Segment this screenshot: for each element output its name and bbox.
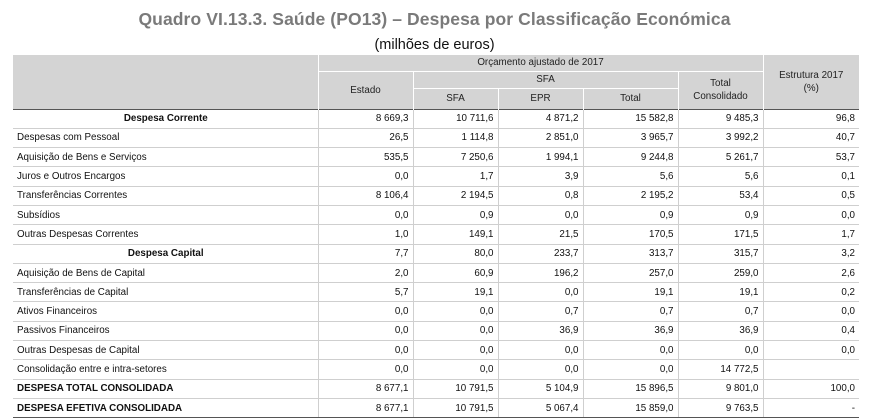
table-row	[13, 360, 859, 379]
cell-estrutura: 53,7	[763, 148, 859, 167]
cell-total: 5,6	[583, 167, 678, 186]
cell-estrutura	[763, 360, 859, 379]
header-orcamento: Orçamento ajustado de 2017	[318, 55, 763, 71]
cell-consolidado: 9 763,5	[678, 398, 763, 417]
cell-epr: 2 851,0	[498, 128, 583, 147]
cell-total: 313,7	[583, 244, 678, 263]
cell-estrutura: 0,4	[763, 321, 859, 340]
cell-estrutura: 0,5	[763, 186, 859, 205]
cell-consolidado: 171,5	[678, 225, 763, 244]
table-row	[13, 167, 859, 186]
table-row	[13, 379, 859, 398]
cell-total: 0,0	[583, 341, 678, 360]
header-estrutura: Estrutura 2017 (%)	[763, 55, 859, 109]
table-row	[13, 128, 859, 147]
cell-total: 15 582,8	[583, 109, 678, 128]
header-sfa-group: SFA	[413, 71, 678, 88]
table-row	[13, 244, 859, 263]
cell-epr: 1 994,1	[498, 148, 583, 167]
page-title: Quadro VI.13.3. Saúde (PO13) – Despesa por Classificação Económica	[138, 9, 731, 29]
row-label: Subsídios	[13, 205, 318, 224]
cell-sfa: 10 791,5	[413, 398, 498, 417]
header-blank	[13, 55, 318, 109]
row-label: DESPESA TOTAL CONSOLIDADA	[13, 379, 318, 398]
row-label: Outras Despesas de Capital	[13, 341, 318, 360]
cell-estrutura: 100,0	[763, 379, 859, 398]
cell-epr: 3,9	[498, 167, 583, 186]
header-total-consolidado: Total Consolidado	[678, 71, 763, 109]
cell-sfa: 10 711,6	[413, 109, 498, 128]
cell-estado: 0,0	[318, 167, 413, 186]
cell-epr: 4 871,2	[498, 109, 583, 128]
row-label: Despesa Capital	[13, 244, 318, 263]
cell-sfa: 149,1	[413, 225, 498, 244]
cell-sfa: 2 194,5	[413, 186, 498, 205]
cell-sfa: 10 791,5	[413, 379, 498, 398]
cell-epr: 0,0	[498, 283, 583, 302]
cell-sfa: 0,0	[413, 341, 498, 360]
header-estado: Estado	[318, 71, 413, 109]
cell-estrutura: 40,7	[763, 128, 859, 147]
cell-sfa: 0,9	[413, 205, 498, 224]
cell-epr: 0,0	[498, 360, 583, 379]
cell-total: 0,7	[583, 302, 678, 321]
cell-estrutura: 0,0	[763, 302, 859, 321]
cell-estrutura: 2,6	[763, 263, 859, 282]
cell-total: 0,0	[583, 360, 678, 379]
cell-sfa: 0,0	[413, 321, 498, 340]
cell-consolidado: 5,6	[678, 167, 763, 186]
expense-table	[13, 55, 859, 418]
cell-sfa: 19,1	[413, 283, 498, 302]
cell-consolidado: 9 485,3	[678, 109, 763, 128]
cell-total: 170,5	[583, 225, 678, 244]
cell-total: 3 965,7	[583, 128, 678, 147]
cell-estado: 0,0	[318, 302, 413, 321]
cell-estado: 2,0	[318, 263, 413, 282]
cell-epr: 0,0	[498, 341, 583, 360]
cell-consolidado: 14 772,5	[678, 360, 763, 379]
cell-estrutura: 1,7	[763, 225, 859, 244]
cell-epr: 21,5	[498, 225, 583, 244]
row-label: Despesa Corrente	[13, 109, 318, 128]
row-label: Despesas com Pessoal	[13, 128, 318, 147]
table-row	[13, 302, 859, 321]
cell-sfa: 60,9	[413, 263, 498, 282]
row-label: Transferências de Capital	[13, 283, 318, 302]
cell-consolidado: 315,7	[678, 244, 763, 263]
header-sfa: SFA	[413, 88, 498, 109]
cell-estado: 0,0	[318, 360, 413, 379]
cell-estado: 0,0	[318, 341, 413, 360]
cell-sfa: 1 114,8	[413, 128, 498, 147]
cell-sfa: 0,0	[413, 360, 498, 379]
cell-consolidado: 0,7	[678, 302, 763, 321]
cell-estrutura: 0,2	[763, 283, 859, 302]
cell-estado: 5,7	[318, 283, 413, 302]
table-row	[13, 283, 859, 302]
row-label: Ativos Financeiros	[13, 302, 318, 321]
cell-consolidado: 0,9	[678, 205, 763, 224]
cell-total: 15 896,5	[583, 379, 678, 398]
cell-epr: 36,9	[498, 321, 583, 340]
cell-epr: 5 067,4	[498, 398, 583, 417]
cell-consolidado: 36,9	[678, 321, 763, 340]
row-label: Aquisição de Bens de Capital	[13, 263, 318, 282]
cell-consolidado: 5 261,7	[678, 148, 763, 167]
cell-consolidado: 0,0	[678, 341, 763, 360]
cell-estrutura: -	[763, 398, 859, 417]
cell-consolidado: 259,0	[678, 263, 763, 282]
table-row	[13, 321, 859, 340]
table-row	[13, 148, 859, 167]
cell-epr: 196,2	[498, 263, 583, 282]
cell-total: 19,1	[583, 283, 678, 302]
cell-estado: 26,5	[318, 128, 413, 147]
row-label: Consolidação entre e intra-setores	[13, 360, 318, 379]
cell-estrutura: 0,0	[763, 205, 859, 224]
cell-estado: 8 677,1	[318, 398, 413, 417]
cell-epr: 233,7	[498, 244, 583, 263]
row-label: Passivos Financeiros	[13, 321, 318, 340]
cell-estado: 535,5	[318, 148, 413, 167]
table-row	[13, 398, 859, 417]
row-label: Outras Despesas Correntes	[13, 225, 318, 244]
cell-estrutura: 0,1	[763, 167, 859, 186]
cell-epr: 5 104,9	[498, 379, 583, 398]
cell-estado: 0,0	[318, 205, 413, 224]
table-row	[13, 341, 859, 360]
header-epr: EPR	[498, 88, 583, 109]
cell-total: 257,0	[583, 263, 678, 282]
row-label: Juros e Outros Encargos	[13, 167, 318, 186]
cell-sfa: 7 250,6	[413, 148, 498, 167]
units-subtitle: (milhões de euros)	[374, 37, 495, 53]
cell-estado: 7,7	[318, 244, 413, 263]
cell-consolidado: 9 801,0	[678, 379, 763, 398]
row-label: Transferências Correntes	[13, 186, 318, 205]
cell-estado: 0,0	[318, 321, 413, 340]
table-row	[13, 109, 859, 128]
cell-epr: 0,0	[498, 205, 583, 224]
row-label: Aquisição de Bens e Serviços	[13, 148, 318, 167]
cell-epr: 0,7	[498, 302, 583, 321]
cell-sfa: 0,0	[413, 302, 498, 321]
cell-estrutura: 3,2	[763, 244, 859, 263]
cell-sfa: 80,0	[413, 244, 498, 263]
table-row	[13, 263, 859, 282]
cell-consolidado: 19,1	[678, 283, 763, 302]
header-total: Total	[583, 88, 678, 109]
cell-estado: 8 669,3	[318, 109, 413, 128]
row-label: DESPESA EFETIVA CONSOLIDADA	[13, 398, 318, 417]
cell-estrutura: 0,0	[763, 341, 859, 360]
cell-total: 36,9	[583, 321, 678, 340]
cell-total: 0,9	[583, 205, 678, 224]
table-row	[13, 205, 859, 224]
cell-estado: 1,0	[318, 225, 413, 244]
cell-epr: 0,8	[498, 186, 583, 205]
cell-total: 15 859,0	[583, 398, 678, 417]
cell-consolidado: 53,4	[678, 186, 763, 205]
cell-total: 2 195,2	[583, 186, 678, 205]
cell-total: 9 244,8	[583, 148, 678, 167]
cell-estado: 8 677,1	[318, 379, 413, 398]
cell-estado: 8 106,4	[318, 186, 413, 205]
cell-estrutura: 96,8	[763, 109, 859, 128]
cell-sfa: 1,7	[413, 167, 498, 186]
table-row	[13, 225, 859, 244]
cell-consolidado: 3 992,2	[678, 128, 763, 147]
table-row	[13, 186, 859, 205]
